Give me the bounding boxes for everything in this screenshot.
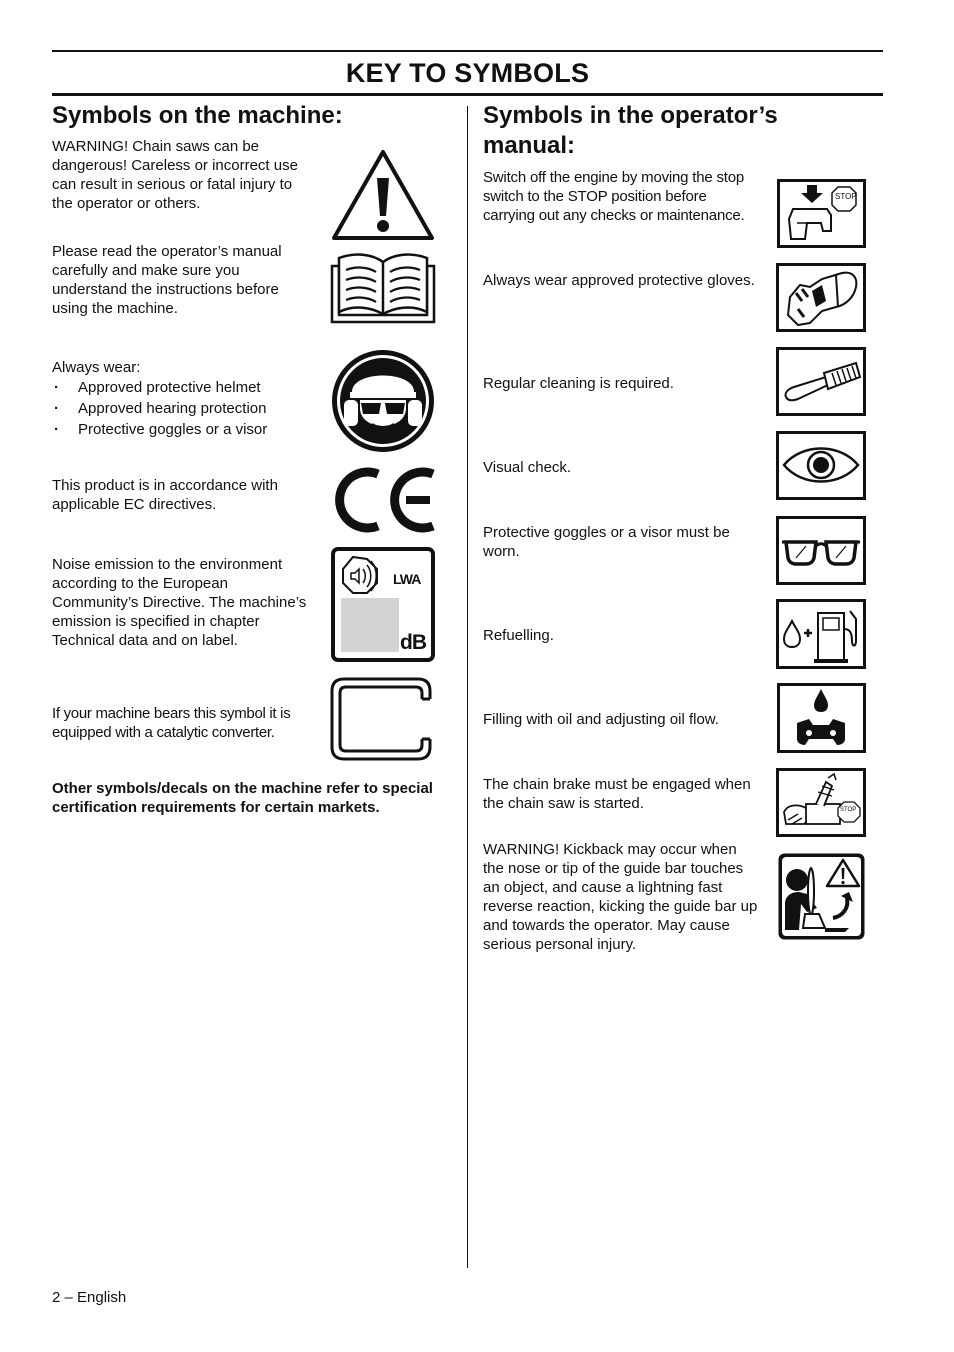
page-title: KEY TO SYMBOLS xyxy=(345,58,590,88)
right-item-chain-brake-text: The chain brake must be engaged when the chain saw is started. xyxy=(483,776,751,812)
glove-icon xyxy=(776,263,866,332)
top-rule xyxy=(52,50,883,52)
left-item-ce-text: This product is in accordance with applicable EC directives. xyxy=(52,477,278,513)
noise-emission-icon xyxy=(331,547,435,662)
page-footer: 2 – English xyxy=(52,1289,127,1306)
right-item-refuel-text: Refuelling. xyxy=(483,627,554,644)
right-item-visual-text: Visual check. xyxy=(483,459,572,476)
left-item-noise-text: Noise emission to the environment according to the European Community’s Directive. The machine’s emission is specified in chapter Technical data and on label. xyxy=(52,556,307,649)
brush-icon xyxy=(776,347,866,416)
catalytic-converter-icon xyxy=(330,677,436,761)
right-item-cleaning-text: Regular cleaning is required. xyxy=(483,375,674,392)
list-item: · Protective goggles or a visor xyxy=(52,419,322,440)
list-item: · Approved hearing protection xyxy=(52,398,322,419)
right-item-goggles-text: Protective goggles or a visor must be worn. xyxy=(483,524,730,560)
column-divider xyxy=(467,106,468,1268)
stop-label: STOP xyxy=(835,192,857,201)
warning-triangle-icon xyxy=(330,148,436,242)
lwa-label: LWA xyxy=(393,571,421,587)
oil-chain-icon xyxy=(777,683,866,753)
protective-gear-icon xyxy=(330,348,436,454)
left-note: Other symbols/decals on the machine refer to special certification requirements for certain markets. xyxy=(52,780,433,816)
protective-wear-list xyxy=(52,377,322,440)
chain-brake-stop-label: STOP xyxy=(840,807,857,813)
kickback-warning-icon xyxy=(777,852,866,941)
left-item-wear-text: Always wear: xyxy=(52,359,141,376)
left-item-catalytic-text: If your machine bears this symbol it is equipped with a catalytic converter. xyxy=(52,705,291,741)
eye-icon xyxy=(776,431,866,500)
goggles-icon xyxy=(776,516,866,585)
left-item-warning-text: WARNING! Chain saws can be dangerous! Careless or incorrect use can result in serious or fatal injury to the operator or others. xyxy=(52,138,298,212)
chain-brake-icon xyxy=(776,768,866,837)
title-rule xyxy=(52,93,883,96)
list-item: · Approved protective helmet xyxy=(52,377,322,398)
stop-switch-icon xyxy=(777,179,866,248)
left-heading: Symbols on the machine: xyxy=(52,102,343,129)
db-label: dB xyxy=(400,631,426,654)
right-item-gloves-text: Always wear approved protective gloves. xyxy=(483,272,755,289)
open-book-icon xyxy=(330,252,436,324)
right-item-stop-text: Switch off the engine by moving the stop switch to the STOP position before carrying out any checks or maintenance. xyxy=(483,169,745,224)
right-item-oil-text: Filling with oil and adjusting oil flow. xyxy=(483,711,719,728)
right-item-kickback-text: WARNING! Kickback may occur when the nose or tip of the guide bar touches an object, and cause a lightning fast reverse reaction, kicking the guide bar up and towards the operator. May cause serious personal injury. xyxy=(483,841,758,953)
refuel-icon xyxy=(776,599,866,669)
ce-mark-icon xyxy=(334,466,436,534)
right-heading: Symbols in the operator’s manual: xyxy=(483,102,778,159)
left-item-manual-text: Please read the operator’s manual carefully and make sure you understand the instructions before using the machine. xyxy=(52,243,282,317)
